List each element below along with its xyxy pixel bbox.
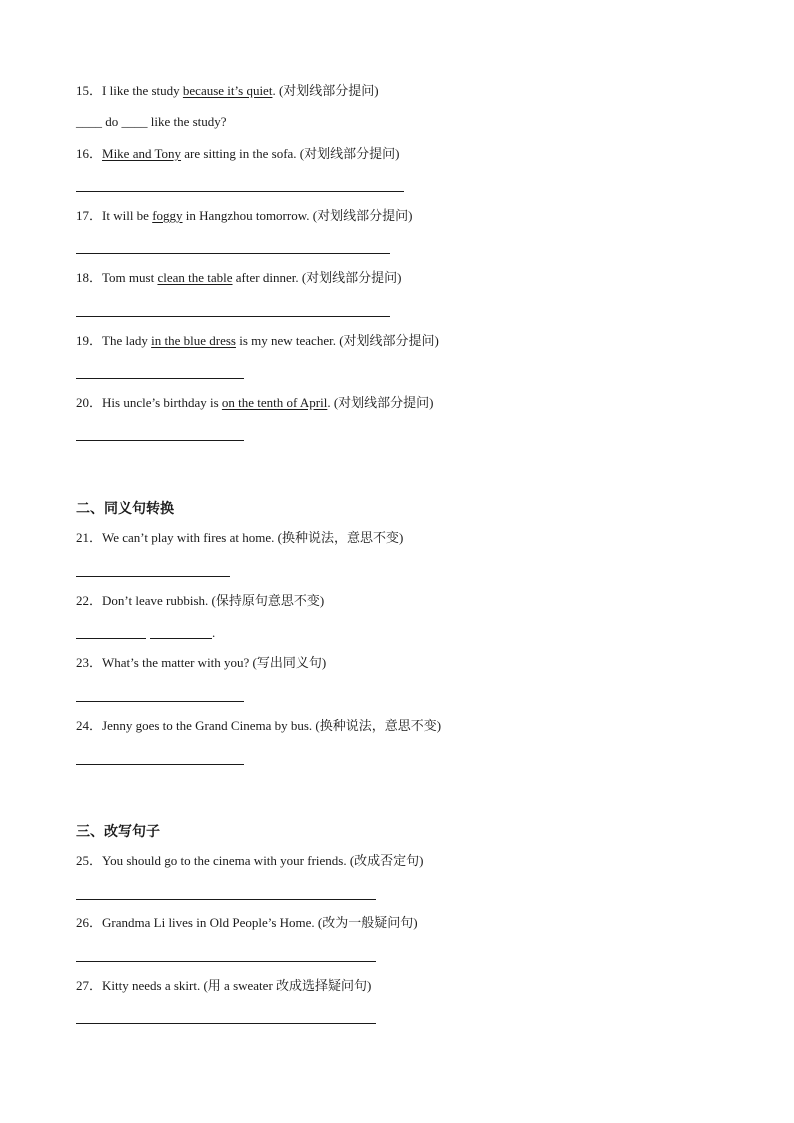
answer-line-20[interactable]: [76, 440, 244, 441]
answer-line-22a[interactable]: [76, 638, 146, 639]
underlined-part: foggy: [152, 208, 183, 223]
blank-1[interactable]: ____: [76, 114, 102, 129]
answer-line-22b[interactable]: [150, 638, 212, 639]
underlined-part: Mike and Tony: [102, 146, 182, 161]
question-16: 16．Mike and Tony are sitting in the sofa. (对划线部分提问): [76, 146, 400, 161]
question-18: 18．Tom must clean the table after dinner. (对划线部分提问): [76, 270, 402, 285]
answer-line-18[interactable]: [76, 316, 390, 317]
question-21: 21．We can’t play with fires at home. (换种说法，意思不变): [76, 530, 404, 545]
answer-22-period: .: [212, 625, 216, 640]
answer-line-27[interactable]: [76, 1023, 376, 1024]
answer-15[interactable]: ____ do ____ like the study?: [76, 114, 227, 129]
answer-line-24[interactable]: [76, 764, 244, 765]
question-15: 15．I like the study because it’s quiet. (对划线部分提问): [76, 83, 379, 98]
answer-line-21[interactable]: [76, 576, 230, 577]
question-22: 22．Don’t leave rubbish. (保持原句意思不变): [76, 593, 325, 608]
question-19: 19．The lady in the blue dress is my new teacher. (对划线部分提问): [76, 333, 439, 348]
answer-line-23[interactable]: [76, 701, 244, 702]
underlined-part: in the blue dress: [151, 333, 236, 348]
answer-line-25[interactable]: [76, 899, 376, 900]
section-heading-2: 二、同义句转换: [76, 501, 174, 517]
answer-line-16[interactable]: [76, 191, 404, 192]
answer-line-19[interactable]: [76, 378, 244, 379]
answer-line-17[interactable]: [76, 253, 390, 254]
underlined-part: on the tenth of April: [221, 395, 328, 410]
question-27: 27．Kitty needs a skirt. (用 a sweater 改成选择疑问句): [76, 978, 372, 993]
underlined-part: because it’s quiet: [182, 83, 273, 98]
question-20: 20．His uncle’s birthday is on the tenth of April. (对划线部分提问): [76, 395, 434, 410]
answer-line-26[interactable]: [76, 961, 376, 962]
section-heading-3: 三、改写句子: [76, 824, 160, 840]
question-24: 24．Jenny goes to the Grand Cinema by bus. (换种说法，意思不变): [76, 718, 442, 733]
question-25: 25．You should go to the cinema with your friends. (改成否定句): [76, 853, 424, 868]
question-23: 23．What’s the matter with you? (写出同义句): [76, 655, 327, 670]
blank-2[interactable]: ____: [121, 114, 148, 129]
question-26: 26．Grandma Li lives in Old People’s Home. (改为一般疑问句): [76, 915, 418, 930]
underlined-part: clean the table: [157, 270, 233, 285]
question-17: 17．It will be foggy in Hangzhou tomorrow. (对划线部分提问): [76, 208, 413, 223]
